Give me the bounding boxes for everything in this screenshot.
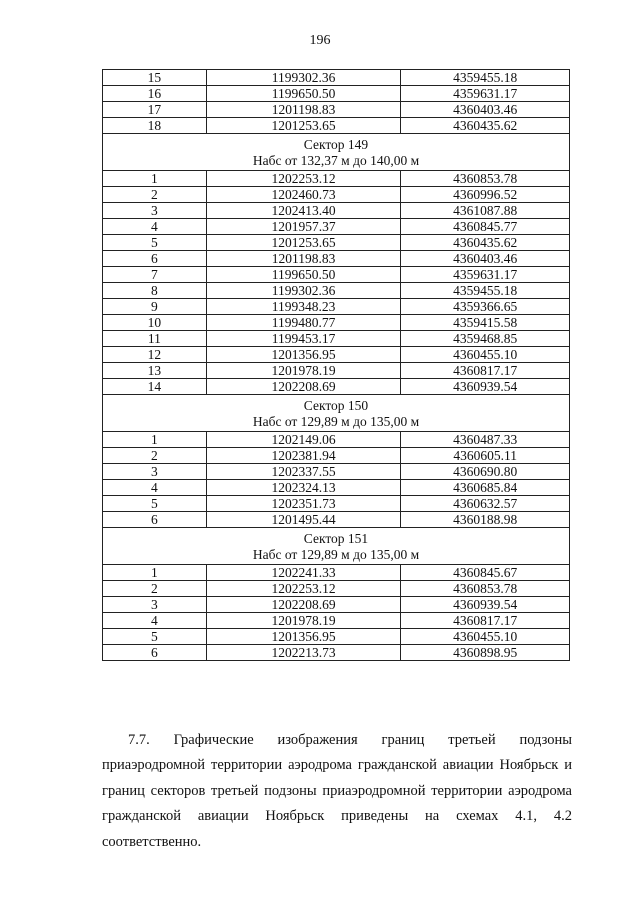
table-row [103, 219, 570, 235]
point-number-cell: 3 [103, 597, 207, 613]
table-row [103, 299, 570, 315]
table-row [103, 347, 570, 363]
x-coordinate-cell: 1201978.19 [206, 363, 401, 379]
sector-title: Сектор 151 [303, 530, 369, 546]
table-row [103, 187, 570, 203]
y-coordinate-cell: 4360188.98 [401, 512, 570, 528]
x-coordinate-cell: 1201957.37 [206, 219, 401, 235]
table-row [103, 613, 570, 629]
y-coordinate-cell: 4359631.17 [401, 267, 570, 283]
point-number-cell: 14 [103, 379, 207, 395]
y-coordinate-cell: 4360455.10 [401, 629, 570, 645]
x-coordinate-cell: 1199348.23 [206, 299, 401, 315]
y-coordinate-cell: 4361087.88 [401, 203, 570, 219]
point-number-cell: 2 [103, 581, 207, 597]
sector-title: Сектор 150 [303, 397, 369, 413]
table-row [103, 283, 570, 299]
sector-title: Сектор 149 [303, 136, 369, 152]
point-number-cell: 1 [103, 171, 207, 187]
point-number-cell: 4 [103, 613, 207, 629]
y-coordinate-cell: 4360605.11 [401, 448, 570, 464]
y-coordinate-cell: 4360455.10 [401, 347, 570, 363]
sector-header-cell [103, 395, 570, 432]
x-coordinate-cell: 1199453.17 [206, 331, 401, 347]
table-row [103, 480, 570, 496]
table-row [103, 331, 570, 347]
point-number-cell: 9 [103, 299, 207, 315]
point-number-cell: 4 [103, 219, 207, 235]
point-number-cell: 12 [103, 347, 207, 363]
x-coordinate-cell: 1202213.73 [206, 645, 401, 661]
point-number-cell: 5 [103, 496, 207, 512]
y-coordinate-cell: 4360632.57 [401, 496, 570, 512]
x-coordinate-cell: 1202208.69 [206, 379, 401, 395]
y-coordinate-cell: 4360403.46 [401, 102, 570, 118]
y-coordinate-cell: 4359415.58 [401, 315, 570, 331]
x-coordinate-cell: 1202460.73 [206, 187, 401, 203]
table-row [103, 512, 570, 528]
table-row [103, 448, 570, 464]
y-coordinate-cell: 4360817.17 [401, 363, 570, 379]
x-coordinate-cell: 1199650.50 [206, 86, 401, 102]
point-number-cell: 6 [103, 512, 207, 528]
point-number-cell: 8 [103, 283, 207, 299]
table-row [103, 363, 570, 379]
y-coordinate-cell: 4360403.46 [401, 251, 570, 267]
y-coordinate-cell: 4360853.78 [401, 171, 570, 187]
sector-header-row [103, 134, 570, 171]
x-coordinate-cell: 1199302.36 [206, 283, 401, 299]
point-number-cell: 6 [103, 251, 207, 267]
table-row [103, 379, 570, 395]
y-coordinate-cell: 4360435.62 [401, 118, 570, 134]
y-coordinate-cell: 4360898.95 [401, 645, 570, 661]
table-row [103, 118, 570, 134]
y-coordinate-cell: 4360685.84 [401, 480, 570, 496]
x-coordinate-cell: 1201356.95 [206, 629, 401, 645]
x-coordinate-cell: 1202351.73 [206, 496, 401, 512]
x-coordinate-cell: 1201495.44 [206, 512, 401, 528]
x-coordinate-cell: 1202253.12 [206, 171, 401, 187]
sector-header-row [103, 528, 570, 565]
point-number-cell: 4 [103, 480, 207, 496]
x-coordinate-cell: 1202413.40 [206, 203, 401, 219]
point-number-cell: 1 [103, 432, 207, 448]
y-coordinate-cell: 4359455.18 [401, 70, 570, 86]
point-number-cell: 10 [103, 315, 207, 331]
point-number-cell: 2 [103, 448, 207, 464]
x-coordinate-cell: 1199480.77 [206, 315, 401, 331]
y-coordinate-cell: 4360487.33 [401, 432, 570, 448]
sector-height-range: Набс от 132,37 м до 140,00 м [252, 152, 420, 168]
x-coordinate-cell: 1202324.13 [206, 480, 401, 496]
x-coordinate-cell: 1202149.06 [206, 432, 401, 448]
table-row [103, 581, 570, 597]
table-row [103, 432, 570, 448]
coordinates-table-body [103, 70, 570, 661]
point-number-cell: 7 [103, 267, 207, 283]
section-paragraph: 7.7. Графические изображения границ третьей подзоны приаэродромной территории аэродрома гражданской авиации Ноябрьск и границ секторов третьей подзоны приаэродромной территории аэродрома гражданской авиации Ноябрьск приведены на схемах 4.1, 4.2 соответственно. [102, 731, 572, 850]
table-row [103, 70, 570, 86]
point-number-cell: 5 [103, 629, 207, 645]
point-number-cell: 5 [103, 235, 207, 251]
x-coordinate-cell: 1199302.36 [206, 70, 401, 86]
y-coordinate-cell: 4360817.17 [401, 613, 570, 629]
sector-header-cell [103, 134, 570, 171]
y-coordinate-cell: 4360939.54 [401, 379, 570, 395]
table-row [103, 629, 570, 645]
y-coordinate-cell: 4360845.77 [401, 219, 570, 235]
point-number-cell: 11 [103, 331, 207, 347]
x-coordinate-cell: 1202337.55 [206, 464, 401, 480]
sector-height-range: Набс от 129,89 м до 135,00 м [252, 546, 420, 562]
y-coordinate-cell: 4360996.52 [401, 187, 570, 203]
sector-header-cell [103, 528, 570, 565]
x-coordinate-cell: 1201356.95 [206, 347, 401, 363]
sector-header-row [103, 395, 570, 432]
x-coordinate-cell: 1201253.65 [206, 235, 401, 251]
coordinates-table [102, 69, 570, 661]
table-row [103, 597, 570, 613]
page-number: 196 [309, 33, 331, 48]
x-coordinate-cell: 1199650.50 [206, 267, 401, 283]
x-coordinate-cell: 1202381.94 [206, 448, 401, 464]
x-coordinate-cell: 1201978.19 [206, 613, 401, 629]
table-row [103, 267, 570, 283]
point-number-cell: 3 [103, 203, 207, 219]
y-coordinate-cell: 4359366.65 [401, 299, 570, 315]
table-row [103, 315, 570, 331]
table-row [103, 86, 570, 102]
point-number-cell: 3 [103, 464, 207, 480]
point-number-cell: 16 [103, 86, 207, 102]
table-row [103, 565, 570, 581]
x-coordinate-cell: 1201253.65 [206, 118, 401, 134]
x-coordinate-cell: 1202253.12 [206, 581, 401, 597]
point-number-cell: 17 [103, 102, 207, 118]
y-coordinate-cell: 4360435.62 [401, 235, 570, 251]
y-coordinate-cell: 4360853.78 [401, 581, 570, 597]
y-coordinate-cell: 4359468.85 [401, 331, 570, 347]
table-row [103, 496, 570, 512]
y-coordinate-cell: 4360939.54 [401, 597, 570, 613]
point-number-cell: 1 [103, 565, 207, 581]
y-coordinate-cell: 4360845.67 [401, 565, 570, 581]
point-number-cell: 6 [103, 645, 207, 661]
point-number-cell: 13 [103, 363, 207, 379]
y-coordinate-cell: 4360690.80 [401, 464, 570, 480]
table-row [103, 645, 570, 661]
x-coordinate-cell: 1202241.33 [206, 565, 401, 581]
table-row [103, 203, 570, 219]
point-number-cell: 18 [103, 118, 207, 134]
table-row [103, 235, 570, 251]
x-coordinate-cell: 1201198.83 [206, 102, 401, 118]
x-coordinate-cell: 1201198.83 [206, 251, 401, 267]
table-row [103, 251, 570, 267]
table-row [103, 171, 570, 187]
point-number-cell: 15 [103, 70, 207, 86]
sector-height-range: Набс от 129,89 м до 135,00 м [252, 413, 420, 429]
table-row [103, 464, 570, 480]
x-coordinate-cell: 1202208.69 [206, 597, 401, 613]
y-coordinate-cell: 4359631.17 [401, 86, 570, 102]
table-row [103, 102, 570, 118]
y-coordinate-cell: 4359455.18 [401, 283, 570, 299]
point-number-cell: 2 [103, 187, 207, 203]
